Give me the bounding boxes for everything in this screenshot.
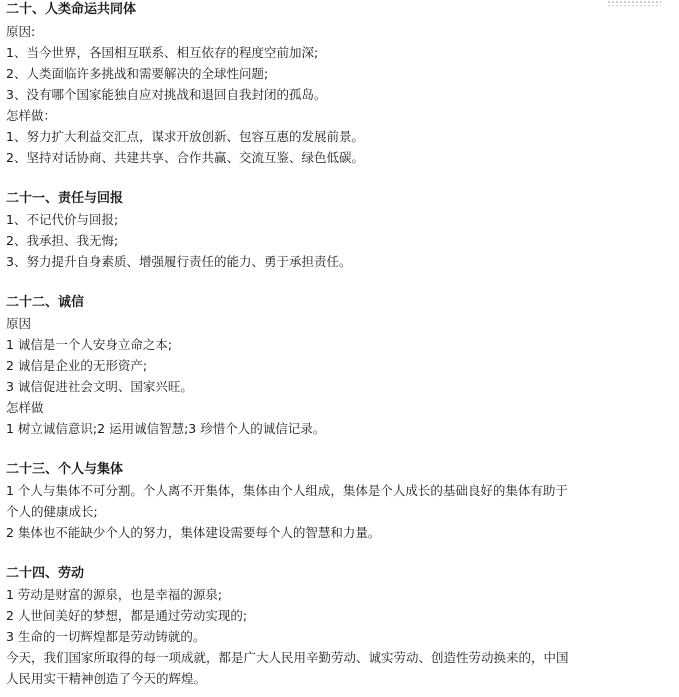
decorative-dots [607,0,661,6]
text-line: 1、不记代价与回报; [6,212,119,227]
text-line: 3、努力提升自身素质、增强履行责任的能力、勇于承担责任。 [6,254,352,269]
text-line: 1 劳动是财富的源泉，也是幸福的源泉; [6,587,223,602]
section-title: 二十二、诚信 [6,295,85,310]
text-line: 2、我承担、我无悔; [6,233,119,248]
text-line: 3 生命的一切辉煌都是劳动铸就的。 [6,629,206,644]
text-line: 1、当今世界，各国相互联系、相互依存的程度空前加深; [6,45,319,60]
section-title: 二十三、个人与集体 [6,462,124,477]
text-line: 2、人类面临许多挑战和需要解决的全球性问题; [6,66,269,81]
section-title: 二十四、劳动 [6,566,85,581]
text-line: 1 树立诚信意识;2 运用诚信智慧;3 珍惜个人的诚信记录。 [6,421,326,436]
text-line: 怎样做 [6,400,44,415]
text-line: 2、坚持对话协商、共建共享、合作共赢、交流互鉴、绿色低碳。 [6,150,364,165]
text-line: 个人的健康成长; [6,504,98,519]
text-line: 1 个人与集体不可分割。个人离不开集体，集体由个人组成，集体是个人成长的基础良好的集体有助于 [6,483,568,498]
text-line: 原因 [6,316,32,331]
text-line: 3 诚信促进社会文明、国家兴旺。 [6,379,193,394]
text-line: 2 人世间美好的梦想，都是通过劳动实现的; [6,608,248,623]
text-line: 人民用实干精神创造了今天的辉煌。 [6,671,207,686]
text-line: 2 诚信是企业的无形资产; [6,358,148,373]
text-line: 1 诚信是一个人安身立命之本; [6,337,173,352]
text-line: 3、没有哪个国家能独自应对挑战和退回自我封闭的孤岛。 [6,87,327,102]
section-title: 二十一、责任与回报 [6,191,124,206]
text-line: 2 集体也不能缺少个人的努力，集体建设需要每个人的智慧和力量。 [6,525,381,540]
text-line: 今天，我们国家所取得的每一项成就，都是广大人民用辛勤劳动、诚实劳动、创造性劳动换来的，中国 [6,650,569,665]
text-line: 怎样做： [6,108,57,123]
text-line: 1、努力扩大利益交汇点，谋求开放创新、包容互惠的发展前景。 [6,129,364,144]
section-title: 二十、人类命运共同体 [6,2,137,17]
text-line: 原因: [6,24,36,39]
